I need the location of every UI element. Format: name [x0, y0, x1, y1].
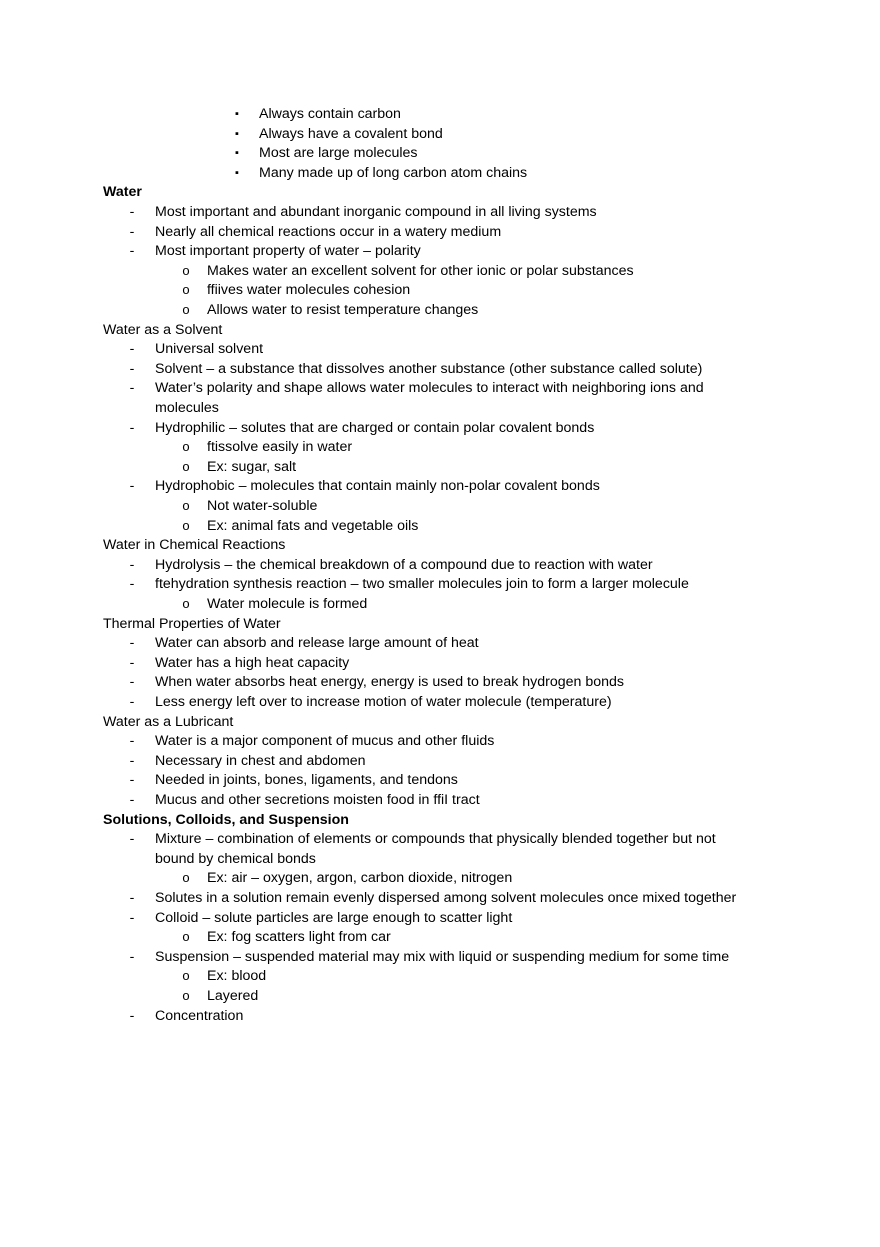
item-text: Always have a covalent bond [259, 125, 443, 142]
list-item [0, 927, 880, 947]
dash-bullet-icon: - [129, 909, 135, 926]
circle-bullet-icon: o [182, 498, 190, 513]
list-item [0, 692, 880, 712]
item-text: Needed in joints, bones, ligaments, and tendons [155, 772, 458, 789]
list-item [0, 300, 880, 320]
dash-bullet-icon: - [129, 576, 135, 593]
list-item [0, 457, 880, 477]
heading-text: Solutions, Colloids, and Suspension [103, 811, 349, 828]
circle-bullet-icon: o [182, 262, 190, 278]
square-bullet-icon: ▪ [235, 108, 239, 120]
dash-bullet-icon: - [129, 635, 135, 652]
list-item [0, 574, 880, 594]
item-text: Water molecule is formed [207, 596, 368, 612]
item-text: Allows water to resist temperature changes [207, 302, 479, 318]
item-text: Ex: sugar, salt [207, 458, 297, 475]
dash-bullet-icon: - [129, 243, 135, 260]
item-text: Ex: blood [207, 968, 267, 985]
list-item [0, 594, 880, 614]
circle-bullet-icon: o [182, 302, 190, 317]
section-heading [0, 320, 880, 340]
item-text: ffiives water molecules cohesion [207, 282, 411, 299]
square-bullet-icon: ▪ [235, 147, 239, 160]
item-text: Layered [207, 988, 259, 1004]
section-heading [0, 712, 880, 732]
list-item [0, 261, 880, 281]
dash-bullet-icon: - [129, 792, 135, 808]
list-item [0, 516, 880, 536]
list-item [0, 633, 880, 653]
list-item [0, 280, 880, 300]
list-item [0, 143, 880, 163]
circle-bullet-icon: o [182, 282, 190, 298]
circle-bullet-icon: o [182, 968, 190, 984]
list-item [0, 1006, 880, 1026]
list-item [0, 868, 880, 888]
list-item [0, 496, 880, 516]
dash-bullet-icon: - [129, 556, 135, 573]
list-item [0, 986, 880, 1006]
item-text: ftehydration synthesis reaction – two smaller molecules join to form a larger molecule [155, 576, 689, 593]
item-text: When water absorbs heat energy, energy is used to break hydrogen bonds [155, 674, 624, 691]
list-item [0, 555, 880, 575]
circle-bullet-icon: o [182, 596, 190, 611]
list-item [0, 418, 880, 438]
list-item [0, 398, 880, 418]
list-item [0, 790, 880, 810]
item-text: Nearly all chemical reactions occur in a watery medium [155, 223, 502, 240]
item-text: Mucus and other secretions moisten food in ffiI tract [155, 792, 480, 808]
item-text: Most important and abundant inorganic compound in all living systems [155, 204, 597, 220]
item-text: Solvent – a substance that dissolves another substance (other substance called solute) [155, 360, 703, 377]
item-text: Most are large molecules [259, 145, 418, 162]
item-text: Ex: fog scatters light from car [207, 929, 391, 946]
item-text: ftissolve easily in water [207, 439, 353, 456]
item-text: Always contain carbon [259, 106, 401, 122]
circle-bullet-icon: o [182, 929, 190, 945]
section-heading [0, 810, 880, 830]
dash-bullet-icon: - [129, 341, 135, 358]
list-item [0, 202, 880, 222]
circle-bullet-icon: o [182, 870, 190, 886]
heading-text: Water [103, 184, 142, 201]
circle-bullet-icon: o [182, 517, 190, 533]
list-item [0, 966, 880, 986]
item-text: Ex: air – oxygen, argon, carbon dioxide, nitrogen [207, 870, 513, 887]
list-item [0, 849, 880, 869]
item-text: Makes water an excellent solvent for other ionic or polar substances [207, 262, 634, 279]
item-text: Colloid – solute particles are large enough to scatter light [155, 909, 513, 926]
dash-bullet-icon: - [129, 223, 135, 240]
dash-bullet-icon: - [129, 1007, 135, 1024]
section-heading [0, 182, 880, 202]
dash-bullet-icon: - [129, 772, 135, 789]
dash-bullet-icon: - [129, 204, 135, 220]
dash-bullet-icon: - [129, 752, 135, 769]
list-item [0, 378, 880, 398]
heading-text: Water in Chemical Reactions [103, 537, 286, 554]
list-item [0, 437, 880, 457]
list-item [0, 653, 880, 673]
item-text: Universal solvent [155, 341, 264, 358]
list-item [0, 908, 880, 928]
list-item [0, 770, 880, 790]
item-text: bound by chemical bonds [155, 850, 316, 867]
item-text: Water has a high heat capacity [155, 654, 350, 671]
list-item [0, 222, 880, 242]
dash-bullet-icon: - [129, 478, 135, 495]
section-heading [0, 614, 880, 634]
dash-bullet-icon: - [129, 654, 135, 671]
square-bullet-icon: ▪ [235, 127, 239, 140]
heading-text: Water as a Solvent [103, 321, 223, 338]
item-text: Suspension – suspended material may mix with liquid or suspending medium for some time [155, 948, 730, 965]
item-text: Solutes in a solution remain evenly dispersed among solvent molecules once mixed together [155, 890, 737, 906]
item-text: Ex: animal fats and vegetable oils [207, 517, 419, 534]
item-text: Water can absorb and release large amount of heat [155, 635, 479, 652]
dash-bullet-icon: - [129, 360, 135, 377]
dash-bullet-icon: - [129, 831, 135, 848]
list-item [0, 672, 880, 692]
item-text: Most important property of water – polarity [155, 243, 421, 260]
list-item [0, 359, 880, 379]
item-text: Hydrophilic – solutes that are charged or contain polar covalent bonds [155, 419, 595, 436]
dash-bullet-icon: - [129, 890, 135, 906]
dash-bullet-icon: - [129, 380, 135, 397]
item-text: Necessary in chest and abdomen [155, 752, 366, 769]
list-item [0, 751, 880, 771]
item-text: Concentration [155, 1007, 244, 1024]
list-item [0, 339, 880, 359]
heading-text: Thermal Properties of Water [103, 615, 281, 632]
circle-bullet-icon: o [182, 988, 190, 1003]
item-text: Many made up of long carbon atom chains [259, 164, 528, 181]
item-text: Hydrolysis – the chemical breakdown of a compound due to reaction with water [155, 556, 653, 573]
circle-bullet-icon: o [182, 439, 190, 455]
heading-text: Water as a Lubricant [103, 713, 234, 730]
square-bullet-icon: ▪ [235, 166, 239, 179]
item-text: Mixture – combination of elements or compounds that physically blended together but not [155, 831, 716, 848]
dash-bullet-icon: - [129, 694, 135, 710]
item-text: Less energy left over to increase motion of water molecule (temperature) [155, 694, 612, 710]
item-text: Hydrophobic – molecules that contain mainly non-polar covalent bonds [155, 478, 600, 495]
dash-bullet-icon: - [129, 948, 135, 965]
list-item [0, 124, 880, 144]
list-item [0, 829, 880, 849]
dash-bullet-icon: - [129, 733, 135, 750]
list-item [0, 163, 880, 183]
item-text: Not water-soluble [207, 498, 318, 514]
item-text: molecules [155, 400, 219, 416]
item-text: Water’s polarity and shape allows water molecules to interact with neighboring ions and [155, 380, 704, 397]
list-item [0, 104, 880, 124]
section-heading [0, 535, 880, 555]
circle-bullet-icon: o [182, 458, 190, 474]
list-item [0, 947, 880, 967]
dash-bullet-icon: - [129, 419, 135, 436]
dash-bullet-icon: - [129, 674, 135, 691]
list-item [0, 241, 880, 261]
item-text: Water is a major component of mucus and other fluids [155, 733, 495, 750]
list-item [0, 888, 880, 908]
list-item [0, 731, 880, 751]
list-item [0, 476, 880, 496]
